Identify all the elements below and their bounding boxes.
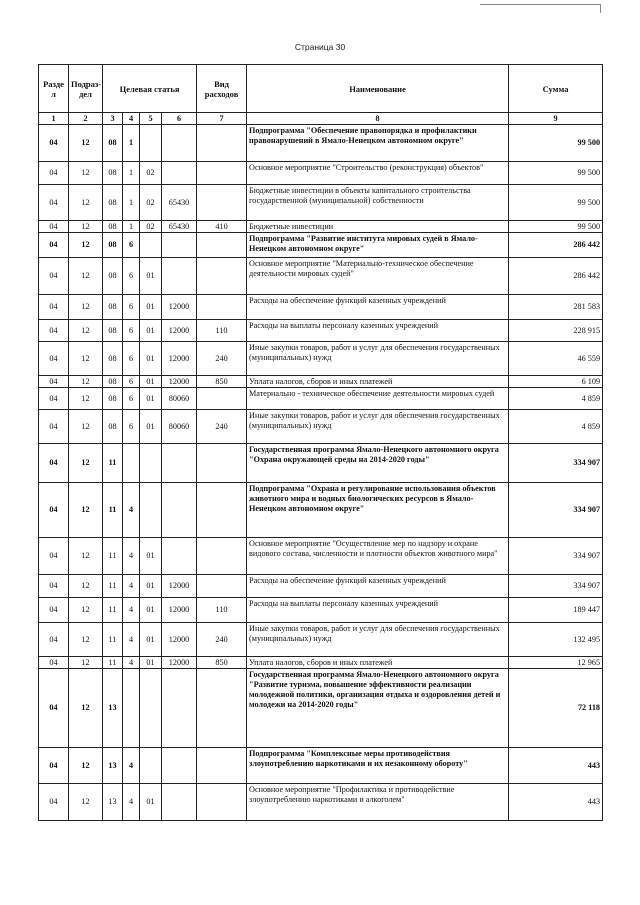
- cell-ts-4: [162, 125, 197, 162]
- cell-vid: 240: [197, 410, 247, 444]
- cell-ts-1: 08: [103, 221, 123, 233]
- cell-ts-2: 6: [123, 258, 140, 295]
- cell-name: Основное мероприятие "Материально-техническое обеспечение деятельности мировых судей": [247, 258, 509, 295]
- cell-ts-3: 01: [140, 320, 162, 342]
- cell-podrazdel: 12: [69, 410, 103, 444]
- cell-podrazdel: 12: [69, 575, 103, 598]
- cell-ts-3: [140, 748, 162, 784]
- cell-ts-2: 4: [123, 538, 140, 575]
- col-number: 1: [39, 113, 69, 125]
- cell-razdel: 04: [39, 376, 69, 388]
- cell-vid: [197, 162, 247, 185]
- cell-name: Бюджетные инвестиции: [247, 221, 509, 233]
- cell-ts-1: 11: [103, 575, 123, 598]
- table-row: [39, 320, 603, 342]
- cell-name: Основное мероприятие "Профилактика и противодействие злоупотреблению наркотиками и алкоголем": [247, 784, 509, 821]
- cell-vid: [197, 125, 247, 162]
- cell-sum: 228 915: [509, 320, 603, 342]
- cell-razdel: 04: [39, 623, 69, 657]
- cell-name: Бюджетные инвестиции в объекты капитального строительства государственной (муниципальной) собственности: [247, 185, 509, 221]
- cell-ts-1: 08: [103, 125, 123, 162]
- table-row: [39, 221, 603, 233]
- table-row: [39, 125, 603, 162]
- cell-ts-2: 6: [123, 320, 140, 342]
- cell-sum: 132 495: [509, 623, 603, 657]
- cell-razdel: 04: [39, 575, 69, 598]
- cell-ts-4: [162, 444, 197, 483]
- header-summa: Сумма: [509, 65, 603, 113]
- header-podrazdel: Подраз- дел: [69, 65, 103, 113]
- table-row: [39, 295, 603, 320]
- cell-ts-1: 08: [103, 162, 123, 185]
- cell-name: Государственная программа Ямало-Ненецкого автономного округа "Охрана окружающей среды на 2014-2020 годы": [247, 444, 509, 483]
- table-row: [39, 784, 603, 821]
- cell-vid: 110: [197, 320, 247, 342]
- cell-sum: 281 583: [509, 295, 603, 320]
- cell-razdel: 04: [39, 125, 69, 162]
- cell-podrazdel: 12: [69, 233, 103, 258]
- cell-ts-4: 12000: [162, 623, 197, 657]
- cell-podrazdel: 12: [69, 342, 103, 376]
- cell-ts-3: 01: [140, 376, 162, 388]
- cell-podrazdel: 12: [69, 376, 103, 388]
- cell-vid: [197, 483, 247, 538]
- cell-podrazdel: 12: [69, 320, 103, 342]
- cell-podrazdel: 12: [69, 258, 103, 295]
- cell-podrazdel: 12: [69, 162, 103, 185]
- cell-vid: 410: [197, 221, 247, 233]
- cell-ts-2: 6: [123, 388, 140, 410]
- cell-sum: 4 859: [509, 388, 603, 410]
- cell-podrazdel: 12: [69, 444, 103, 483]
- cell-name: Подпрограмма "Охрана и регулирование использования объектов животного мира и водных биологических ресурсов в Ямало-Ненецком автономном округе": [247, 483, 509, 538]
- table-row: [39, 410, 603, 444]
- scan-edge-mark: [480, 4, 601, 13]
- cell-ts-1: 08: [103, 295, 123, 320]
- cell-razdel: 04: [39, 342, 69, 376]
- cell-ts-1: 13: [103, 748, 123, 784]
- cell-ts-1: 11: [103, 538, 123, 575]
- table-body: [39, 125, 603, 821]
- header-naimenovanie: Наименование: [247, 65, 509, 113]
- table-row: [39, 598, 603, 623]
- cell-podrazdel: 12: [69, 221, 103, 233]
- cell-razdel: 04: [39, 295, 69, 320]
- cell-vid: [197, 233, 247, 258]
- cell-vid: 240: [197, 623, 247, 657]
- cell-sum: 334 907: [509, 483, 603, 538]
- cell-ts-2: 1: [123, 185, 140, 221]
- cell-ts-1: 11: [103, 483, 123, 538]
- cell-sum: 443: [509, 748, 603, 784]
- cell-ts-2: 6: [123, 410, 140, 444]
- cell-ts-3: 01: [140, 575, 162, 598]
- cell-ts-2: 4: [123, 598, 140, 623]
- cell-ts-1: 08: [103, 388, 123, 410]
- cell-sum: 189 447: [509, 598, 603, 623]
- cell-vid: [197, 784, 247, 821]
- table-row: [39, 376, 603, 388]
- cell-ts-1: 13: [103, 669, 123, 748]
- cell-vid: [197, 748, 247, 784]
- cell-name: Иные закупки товаров, работ и услуг для обеспечения государственных (муниципальных) нужд: [247, 342, 509, 376]
- cell-razdel: 04: [39, 483, 69, 538]
- cell-razdel: 04: [39, 221, 69, 233]
- cell-sum: 6 109: [509, 376, 603, 388]
- cell-ts-2: 6: [123, 376, 140, 388]
- table-row: [39, 575, 603, 598]
- col-number: 8: [247, 113, 509, 125]
- cell-podrazdel: 12: [69, 538, 103, 575]
- cell-ts-3: [140, 125, 162, 162]
- cell-ts-1: 11: [103, 444, 123, 483]
- cell-name: Расходы на обеспечение функций казенных учреждений: [247, 295, 509, 320]
- cell-ts-4: [162, 748, 197, 784]
- cell-ts-2: 4: [123, 748, 140, 784]
- cell-podrazdel: 12: [69, 784, 103, 821]
- cell-ts-4: [162, 669, 197, 748]
- cell-ts-1: 08: [103, 233, 123, 258]
- cell-ts-3: 01: [140, 295, 162, 320]
- cell-ts-1: 08: [103, 410, 123, 444]
- col-number: 7: [197, 113, 247, 125]
- cell-vid: [197, 575, 247, 598]
- cell-ts-2: 6: [123, 342, 140, 376]
- cell-ts-3: 01: [140, 784, 162, 821]
- table-row: [39, 748, 603, 784]
- cell-vid: 850: [197, 376, 247, 388]
- cell-ts-4: 65430: [162, 185, 197, 221]
- cell-ts-2: [123, 669, 140, 748]
- cell-ts-4: 12000: [162, 320, 197, 342]
- cell-ts-3: 01: [140, 538, 162, 575]
- cell-sum: 286 442: [509, 233, 603, 258]
- cell-razdel: 04: [39, 538, 69, 575]
- cell-razdel: 04: [39, 320, 69, 342]
- cell-podrazdel: 12: [69, 388, 103, 410]
- cell-ts-3: 01: [140, 657, 162, 669]
- cell-vid: 850: [197, 657, 247, 669]
- cell-ts-4: 65430: [162, 221, 197, 233]
- cell-ts-4: 12000: [162, 575, 197, 598]
- table-row: [39, 657, 603, 669]
- cell-name: Иные закупки товаров, работ и услуг для обеспечения государственных (муниципальных) нужд: [247, 410, 509, 444]
- col-number: 6: [162, 113, 197, 125]
- cell-razdel: 04: [39, 784, 69, 821]
- cell-razdel: 04: [39, 258, 69, 295]
- cell-name: Подпрограмма "Развитие института мировых судей в Ямало-Ненецком автономном округе": [247, 233, 509, 258]
- cell-ts-4: [162, 483, 197, 538]
- cell-ts-4: 80060: [162, 410, 197, 444]
- cell-ts-4: [162, 784, 197, 821]
- cell-sum: 99 500: [509, 221, 603, 233]
- cell-razdel: 04: [39, 748, 69, 784]
- cell-razdel: 04: [39, 669, 69, 748]
- cell-name: Подпрограмма "Обеспечение правопорядка и профилактики правонарушений в Ямало-Ненецком автономном округе": [247, 125, 509, 162]
- cell-vid: [197, 295, 247, 320]
- cell-razdel: 04: [39, 657, 69, 669]
- table-row: [39, 342, 603, 376]
- budget-table: [38, 64, 603, 821]
- cell-podrazdel: 12: [69, 623, 103, 657]
- cell-ts-3: 02: [140, 221, 162, 233]
- cell-ts-1: 08: [103, 258, 123, 295]
- cell-sum: 4 859: [509, 410, 603, 444]
- cell-ts-1: 11: [103, 623, 123, 657]
- cell-name: Материально - техническое обеспечение деятельности мировых судей: [247, 388, 509, 410]
- cell-vid: [197, 185, 247, 221]
- col-number: 3: [103, 113, 123, 125]
- cell-podrazdel: 12: [69, 185, 103, 221]
- cell-sum: 443: [509, 784, 603, 821]
- header-razdel: Разде л: [39, 65, 69, 113]
- cell-ts-3: 01: [140, 623, 162, 657]
- cell-ts-1: 08: [103, 320, 123, 342]
- cell-sum: 334 907: [509, 444, 603, 483]
- cell-razdel: 04: [39, 185, 69, 221]
- cell-ts-4: 12000: [162, 376, 197, 388]
- table-row: [39, 538, 603, 575]
- cell-ts-1: 11: [103, 657, 123, 669]
- col-number: 2: [69, 113, 103, 125]
- cell-sum: 286 442: [509, 258, 603, 295]
- table-row: [39, 185, 603, 221]
- cell-name: Иные закупки товаров, работ и услуг для обеспечения государственных (муниципальных) нужд: [247, 623, 509, 657]
- cell-vid: [197, 669, 247, 748]
- cell-name: Уплата налогов, сборов и иных платежей: [247, 657, 509, 669]
- cell-ts-3: 02: [140, 185, 162, 221]
- cell-ts-2: 4: [123, 784, 140, 821]
- cell-ts-1: 08: [103, 185, 123, 221]
- cell-ts-3: [140, 233, 162, 258]
- cell-name: Подпрограмма "Комплексные меры противодействия злоупотреблению наркотиками и их незаконному обороту": [247, 748, 509, 784]
- cell-podrazdel: 12: [69, 125, 103, 162]
- cell-ts-2: 6: [123, 295, 140, 320]
- cell-vid: [197, 388, 247, 410]
- cell-ts-2: 4: [123, 575, 140, 598]
- table-row: [39, 669, 603, 748]
- cell-sum: 72 118: [509, 669, 603, 748]
- cell-sum: 99 500: [509, 125, 603, 162]
- cell-vid: [197, 258, 247, 295]
- cell-ts-3: [140, 444, 162, 483]
- cell-vid: [197, 444, 247, 483]
- cell-ts-1: 08: [103, 342, 123, 376]
- cell-ts-4: 80060: [162, 388, 197, 410]
- cell-ts-2: 4: [123, 623, 140, 657]
- cell-ts-1: 11: [103, 598, 123, 623]
- col-number: 9: [509, 113, 603, 125]
- cell-sum: 334 907: [509, 575, 603, 598]
- cell-ts-2: 1: [123, 221, 140, 233]
- cell-razdel: 04: [39, 233, 69, 258]
- col-number: 4: [123, 113, 140, 125]
- cell-ts-2: 4: [123, 657, 140, 669]
- table-row: [39, 388, 603, 410]
- cell-sum: 99 500: [509, 162, 603, 185]
- table-row: [39, 623, 603, 657]
- table-row: [39, 162, 603, 185]
- cell-podrazdel: 12: [69, 748, 103, 784]
- cell-ts-4: [162, 538, 197, 575]
- cell-sum: 12 965: [509, 657, 603, 669]
- table-row: [39, 258, 603, 295]
- cell-podrazdel: 12: [69, 598, 103, 623]
- cell-razdel: 04: [39, 598, 69, 623]
- cell-ts-3: 02: [140, 162, 162, 185]
- cell-ts-2: 1: [123, 162, 140, 185]
- cell-ts-3: 01: [140, 410, 162, 444]
- cell-podrazdel: 12: [69, 483, 103, 538]
- cell-ts-3: 01: [140, 258, 162, 295]
- cell-ts-4: 12000: [162, 598, 197, 623]
- cell-ts-2: 1: [123, 125, 140, 162]
- cell-vid: 240: [197, 342, 247, 376]
- cell-vid: [197, 538, 247, 575]
- cell-ts-2: 4: [123, 483, 140, 538]
- cell-razdel: 04: [39, 162, 69, 185]
- cell-podrazdel: 12: [69, 657, 103, 669]
- table-row: [39, 444, 603, 483]
- cell-ts-1: 08: [103, 376, 123, 388]
- cell-name: Государственная программа Ямало-Ненецкого автономного округа "Развитие туризма, повышение эффективности реализации молодежной политики, организация отдыха и оздоровления детей и молодежи на 2014-2020 годы": [247, 669, 509, 748]
- header-tselevaya-statya: Целевая статья: [103, 65, 197, 113]
- cell-ts-2: [123, 444, 140, 483]
- cell-name: Расходы на обеспечение функций казенных учреждений: [247, 575, 509, 598]
- cell-ts-4: 12000: [162, 657, 197, 669]
- cell-razdel: 04: [39, 410, 69, 444]
- cell-razdel: 04: [39, 388, 69, 410]
- cell-ts-4: [162, 162, 197, 185]
- page-label: Страница 30: [294, 42, 346, 52]
- header-vid-raskhodov: Вид расходов: [197, 65, 247, 113]
- cell-ts-4: [162, 233, 197, 258]
- cell-razdel: 04: [39, 444, 69, 483]
- cell-sum: 334 907: [509, 538, 603, 575]
- cell-ts-3: [140, 483, 162, 538]
- cell-name: Расходы на выплаты персоналу казенных учреждений: [247, 320, 509, 342]
- cell-podrazdel: 12: [69, 295, 103, 320]
- table-row: [39, 233, 603, 258]
- cell-name: Расходы на выплаты персоналу казенных учреждений: [247, 598, 509, 623]
- cell-sum: 99 500: [509, 185, 603, 221]
- cell-ts-4: 12000: [162, 342, 197, 376]
- col-number: 5: [140, 113, 162, 125]
- cell-podrazdel: 12: [69, 669, 103, 748]
- column-numbers-row: [39, 113, 603, 125]
- cell-ts-3: [140, 669, 162, 748]
- cell-ts-3: 01: [140, 388, 162, 410]
- cell-sum: 46 559: [509, 342, 603, 376]
- cell-vid: 110: [197, 598, 247, 623]
- cell-name: Основное мероприятие "Строительство (реконструкция) объектов": [247, 162, 509, 185]
- cell-ts-4: 12000: [162, 295, 197, 320]
- table-row: [39, 483, 603, 538]
- cell-ts-1: 13: [103, 784, 123, 821]
- cell-ts-2: 6: [123, 233, 140, 258]
- cell-ts-3: 01: [140, 342, 162, 376]
- cell-ts-4: [162, 258, 197, 295]
- cell-ts-3: 01: [140, 598, 162, 623]
- cell-name: Уплата налогов, сборов и иных платежей: [247, 376, 509, 388]
- cell-name: Основное мероприятие "Осуществление мер по надзору и охране видового состава, численности и плотности объектов животного мира": [247, 538, 509, 575]
